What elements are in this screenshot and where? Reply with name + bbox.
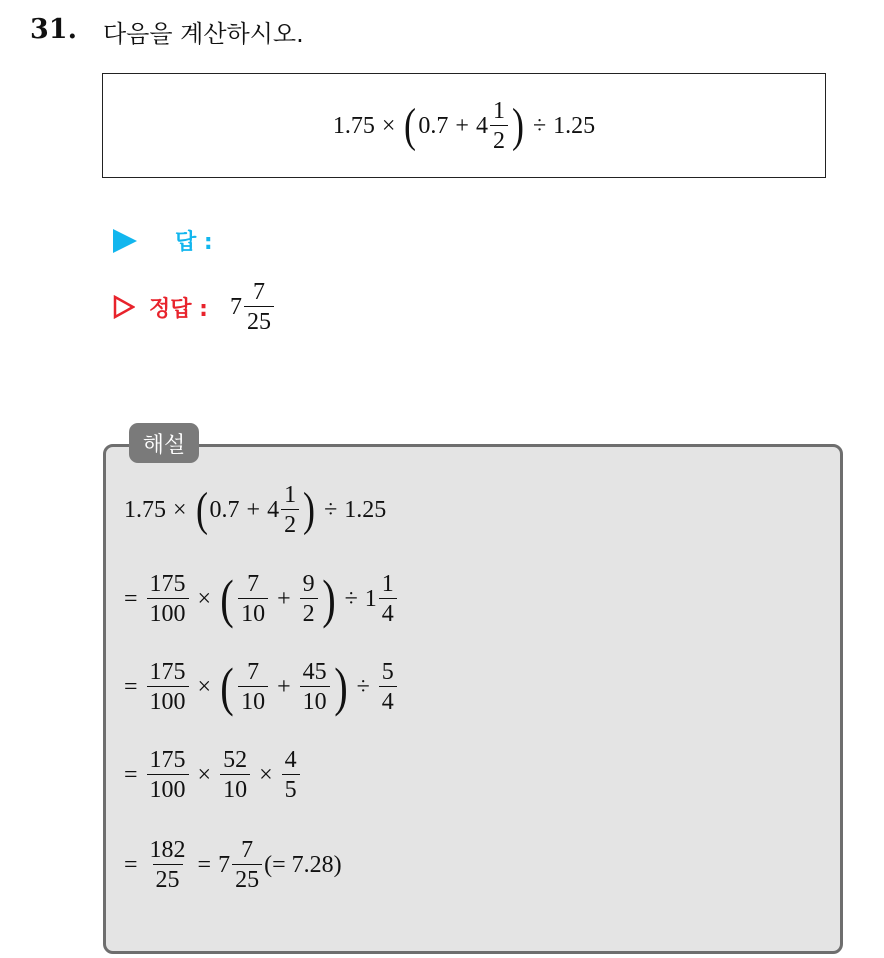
left-paren: (	[220, 569, 234, 629]
mixed-whole: 4	[267, 497, 280, 523]
fraction	[147, 572, 189, 626]
numerator: 5	[381, 659, 394, 685]
fraction	[281, 483, 299, 537]
equals-sign: =	[124, 762, 138, 788]
plus-sign: +	[277, 674, 291, 700]
left-paren: (	[195, 483, 208, 536]
numerator: 45	[302, 659, 327, 685]
denominator: 25	[244, 306, 274, 334]
denominator: 10	[238, 598, 268, 626]
fraction	[147, 748, 189, 802]
equals-sign: =	[124, 586, 138, 612]
right-paren: )	[333, 657, 348, 717]
fraction	[379, 572, 397, 626]
denominator: 10	[220, 774, 250, 802]
problem-expression	[333, 99, 595, 153]
decimal-equivalent: (= 7.28)	[264, 852, 342, 878]
right-paren: )	[511, 98, 524, 152]
numerator: 182	[149, 837, 186, 863]
right-paren: )	[303, 483, 316, 536]
fraction	[238, 572, 268, 626]
numerator: 175	[149, 659, 186, 685]
denominator: 2	[300, 598, 318, 626]
equals-sign: =	[197, 852, 212, 878]
equals-sign: =	[124, 852, 138, 878]
solution-step-4	[124, 748, 302, 802]
numerator: 7	[252, 279, 265, 305]
fraction	[147, 660, 189, 714]
fraction	[300, 572, 318, 626]
fraction	[379, 660, 397, 714]
left-paren: (	[220, 657, 234, 717]
times-sign: ×	[173, 497, 187, 523]
mixed-whole: 4	[475, 112, 488, 139]
denominator: 25	[153, 864, 183, 892]
denominator: 100	[147, 598, 189, 626]
denominator: 4	[379, 686, 397, 714]
correct-answer-row	[113, 280, 276, 334]
outline-triangle-icon	[113, 295, 135, 319]
problem-term: 1.75	[332, 112, 375, 139]
mixed-whole: 7	[218, 852, 231, 878]
term: 1.75	[124, 497, 166, 523]
numerator: 7	[241, 837, 254, 863]
problem-term: 0.7	[418, 112, 449, 139]
numerator: 1	[381, 571, 394, 597]
numerator: 9	[302, 571, 315, 597]
solution-tab: 해설	[129, 423, 199, 463]
term: 0.7	[209, 497, 240, 523]
denominator: 100	[147, 774, 189, 802]
times-sign: ×	[197, 586, 212, 612]
plus-sign: +	[455, 112, 469, 139]
numerator: 1	[492, 97, 505, 124]
divide-sign: ÷	[532, 112, 547, 139]
times-sign: ×	[381, 112, 396, 139]
denominator: 2	[490, 125, 508, 153]
plus-sign: +	[246, 497, 261, 523]
problem-box	[102, 73, 826, 178]
fraction	[282, 748, 300, 802]
numerator: 7	[247, 571, 260, 597]
fraction	[147, 838, 189, 892]
fraction	[300, 660, 330, 714]
correct-answer-value	[230, 280, 276, 334]
equals-sign: =	[124, 674, 138, 700]
plus-sign: +	[277, 586, 291, 612]
numerator: 175	[149, 747, 186, 773]
divide-sign: ÷	[324, 497, 338, 523]
numerator: 175	[149, 571, 186, 597]
denominator: 4	[379, 598, 397, 626]
times-sign: ×	[197, 762, 212, 788]
question-text: 다음을 계산하시오.	[103, 20, 304, 48]
numerator: 4	[284, 747, 297, 773]
divide-sign: ÷	[356, 674, 370, 700]
numerator: 1	[284, 482, 297, 508]
left-paren: (	[404, 98, 417, 152]
denominator: 2	[281, 509, 299, 537]
problem-term: 1.25	[553, 112, 596, 139]
fraction	[490, 99, 508, 153]
right-paren: )	[321, 569, 336, 629]
times-sign: ×	[197, 674, 212, 700]
fraction	[220, 748, 250, 802]
term: 1.25	[344, 497, 387, 523]
numerator: 52	[223, 747, 248, 773]
solution-step-1	[124, 483, 386, 537]
denominator: 5	[282, 774, 300, 802]
denominator: 10	[300, 686, 330, 714]
question-number: 31.	[30, 14, 77, 45]
answer-row	[113, 225, 213, 256]
fraction	[238, 660, 268, 714]
divide-sign: ÷	[344, 586, 358, 612]
mixed-whole: 1	[364, 586, 377, 612]
solution-step-5	[124, 838, 342, 892]
filled-triangle-icon	[113, 229, 137, 253]
fraction	[232, 838, 262, 892]
correct-answer-label: 정답 :	[149, 296, 208, 322]
solution-step-2	[124, 569, 399, 629]
denominator: 100	[147, 686, 189, 714]
times-sign: ×	[259, 762, 273, 788]
solution-step-3	[124, 657, 399, 717]
answer-label: 답 :	[175, 230, 213, 255]
numerator: 7	[247, 659, 260, 685]
denominator: 10	[238, 686, 268, 714]
fraction	[244, 280, 274, 334]
mixed-whole: 7	[229, 294, 242, 320]
denominator: 25	[232, 864, 262, 892]
